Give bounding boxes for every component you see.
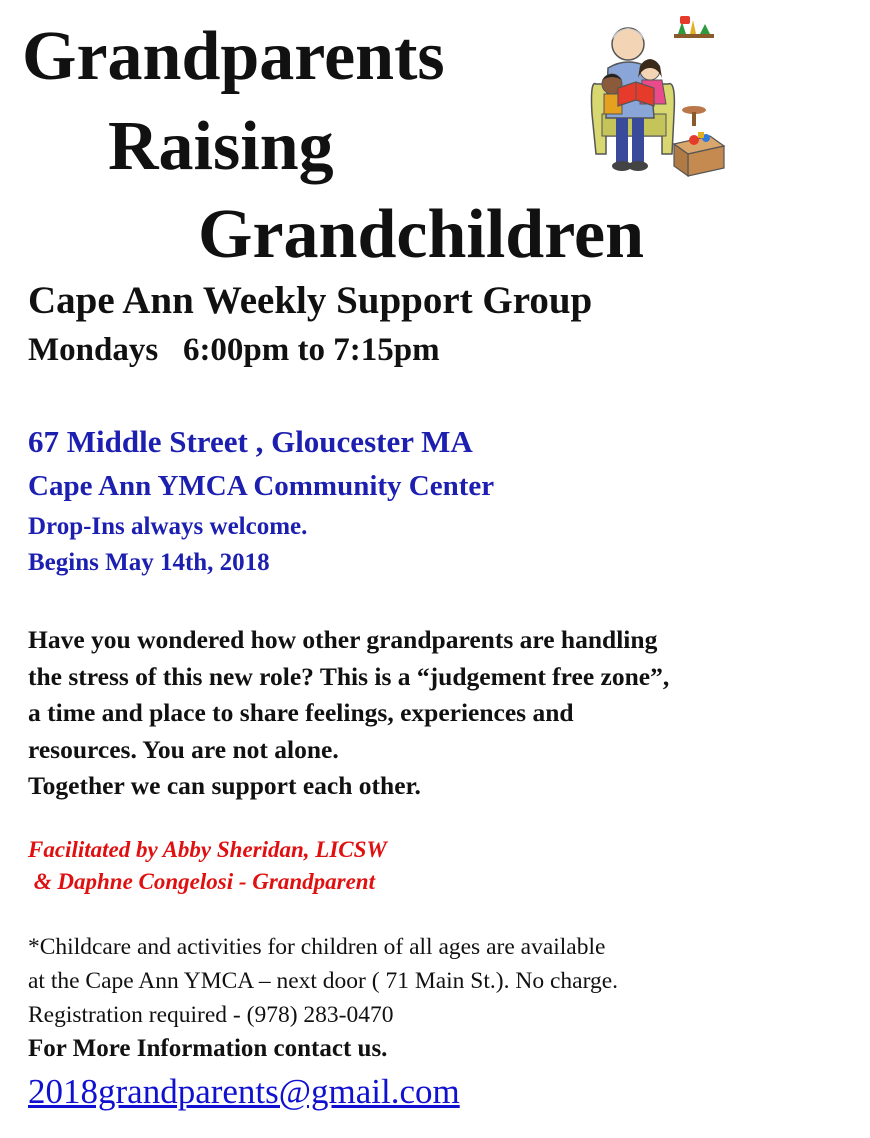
description-paragraph bbox=[28, 622, 669, 805]
description-line: a time and place to share feelings, experiences and bbox=[28, 698, 574, 727]
grandparent-reading-to-children-icon bbox=[582, 14, 732, 180]
dropins-note: Drop-Ins always welcome. bbox=[28, 513, 308, 540]
childcare-note-line: *Childcare and activities for children of all ages are available bbox=[28, 934, 606, 960]
title-line-3: Grandchildren bbox=[198, 196, 645, 273]
facilitator-line: Facilitated by Abby Sheridan, LICSW bbox=[28, 837, 387, 862]
notes-section bbox=[28, 930, 618, 1066]
registration-note: Registration required - (978) 283-0470 bbox=[28, 1002, 394, 1028]
description-line: resources. You are not alone. bbox=[28, 734, 339, 764]
address: 67 Middle Street , Gloucester MA bbox=[28, 424, 473, 459]
childcare-note-line: at the Cape Ann YMCA – next door ( 71 Main St.). No charge. bbox=[28, 968, 619, 994]
title-line-2: Raising bbox=[108, 108, 334, 185]
description-line: Have you wondered how other grandparents are handling bbox=[28, 625, 658, 654]
description-line: the stress of this new role? This is a “judgement free zone”, bbox=[28, 661, 670, 691]
email-link[interactable]: 2018grandparents@gmail.com bbox=[28, 1072, 460, 1111]
start-date: Begins May 14th, 2018 bbox=[28, 549, 270, 576]
title-line-1: Grandparents bbox=[22, 18, 445, 95]
schedule: Mondays 6:00pm to 7:15pm bbox=[28, 332, 440, 368]
facilitator-line: & Daphne Congelosi - Grandparent bbox=[28, 869, 375, 894]
more-info-note: For More Information contact us. bbox=[28, 1035, 388, 1062]
description-line: Together we can support each other. bbox=[28, 771, 421, 800]
venue: Cape Ann YMCA Community Center bbox=[28, 470, 495, 502]
subtitle: Cape Ann Weekly Support Group bbox=[28, 279, 593, 322]
facilitators bbox=[28, 834, 387, 898]
